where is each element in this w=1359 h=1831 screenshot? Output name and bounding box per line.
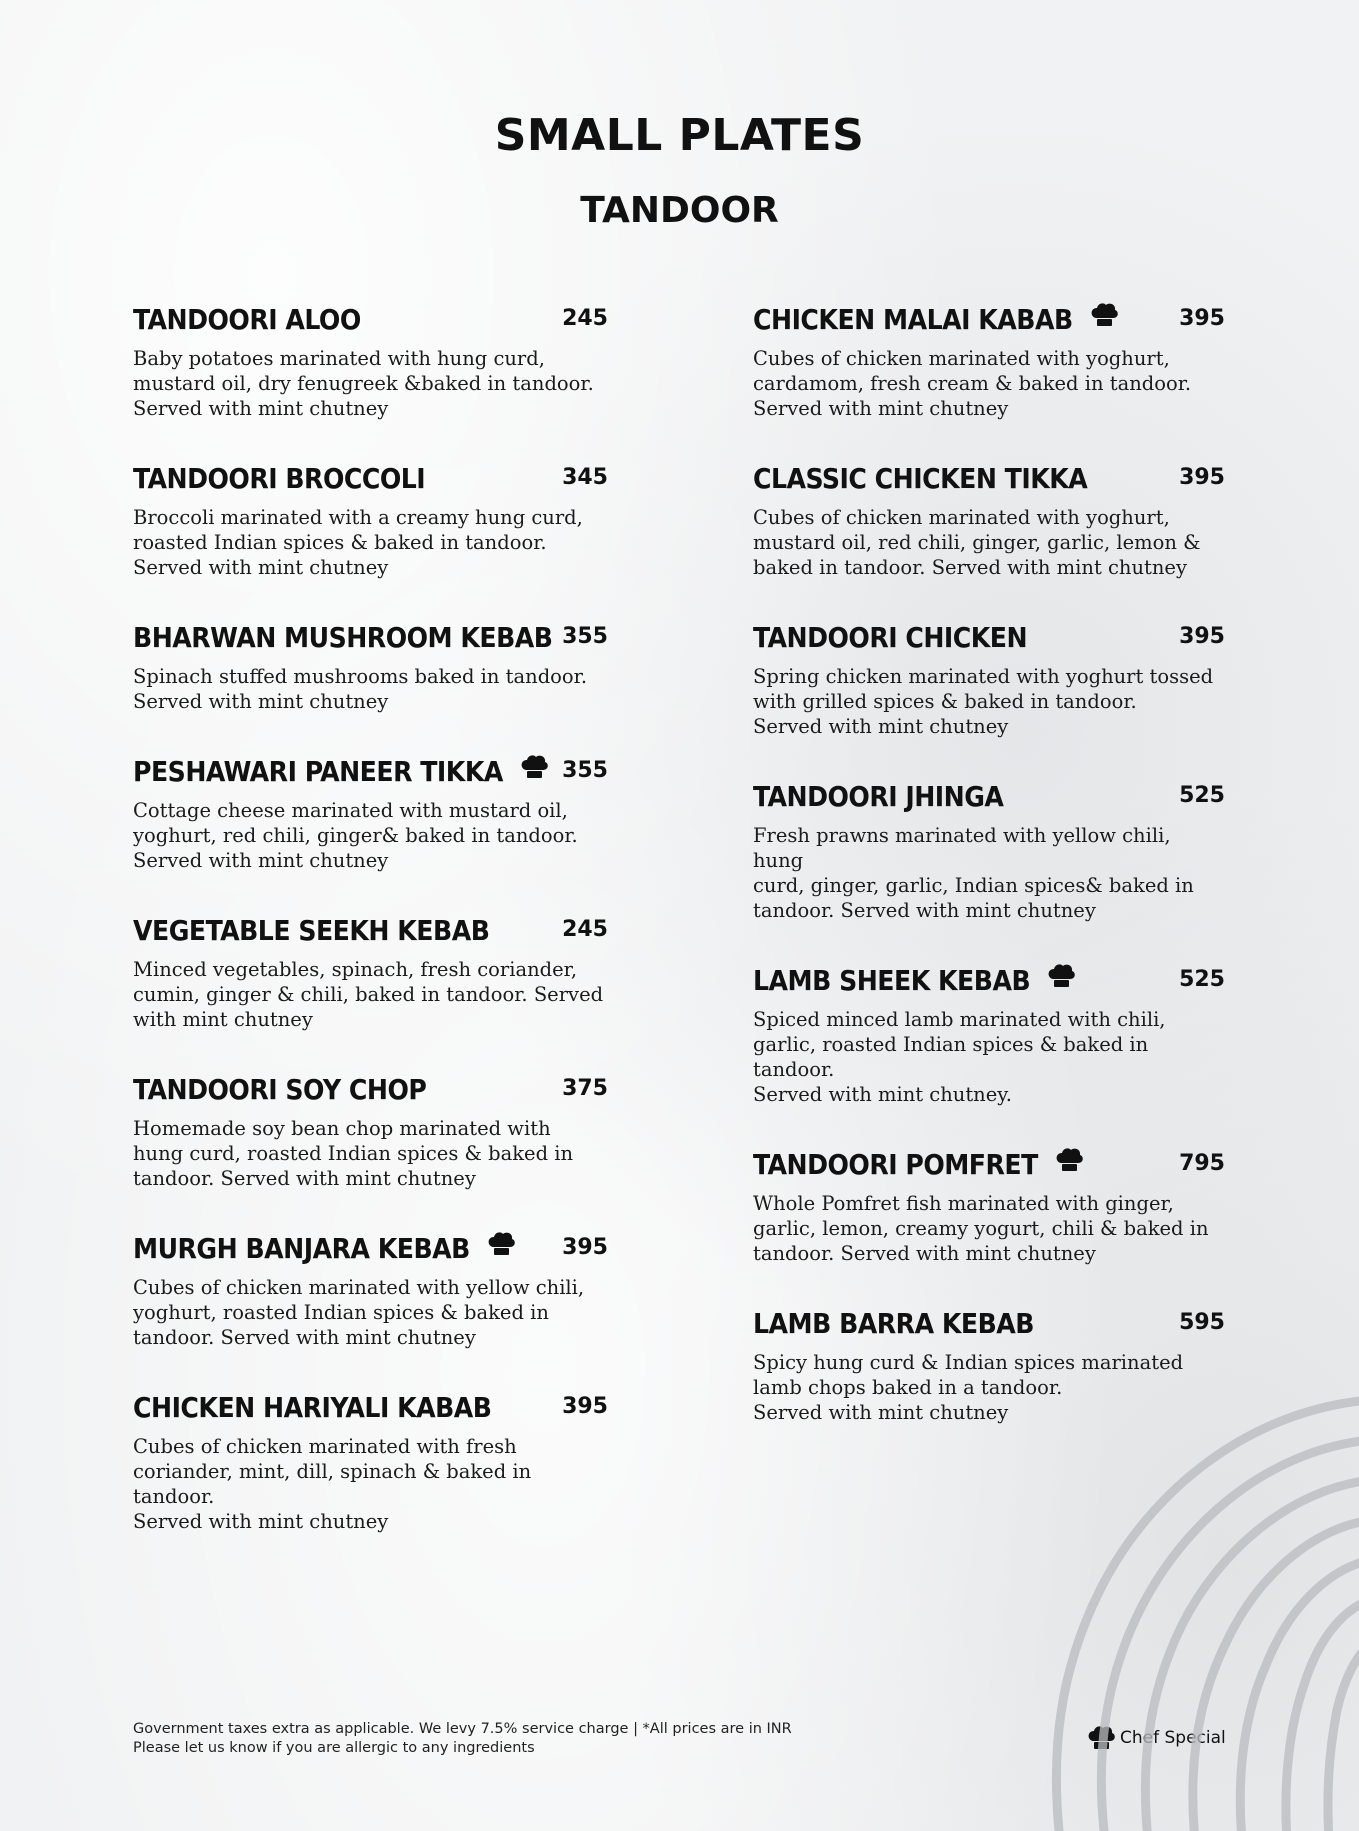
description-line: Spring chicken marinated with yoghurt tossed bbox=[753, 665, 1214, 688]
menu-item-tandoori-chicken bbox=[753, 618, 1225, 739]
description-line: Spiced minced lamb marinated with chili, bbox=[753, 1008, 1166, 1031]
description-line: curd, ginger, garlic, Indian spices& baked in bbox=[753, 874, 1194, 897]
menu-item-description bbox=[753, 1007, 1225, 1107]
menu-item-description bbox=[133, 798, 608, 873]
menu-item-header bbox=[753, 459, 1225, 497]
description-line: yoghurt, red chili, ginger& baked in tandoor. bbox=[133, 824, 578, 847]
description-line: garlic, roasted Indian spices & baked in tandoor. bbox=[753, 1033, 1149, 1081]
footer-note bbox=[133, 1720, 792, 1758]
menu-item-description bbox=[133, 1275, 608, 1350]
description-line: mustard oil, red chili, ginger, garlic, lemon & bbox=[753, 531, 1201, 554]
menu-item-header bbox=[753, 1304, 1225, 1342]
menu-item-price: 525 bbox=[1179, 783, 1225, 808]
menu-column-right bbox=[753, 300, 1225, 1463]
menu-item-name: LAMB SHEEK KEBAB bbox=[753, 963, 1031, 997]
menu-item-name: CHICKEN HARIYALI KABAB bbox=[133, 1390, 492, 1424]
description-line: Served with mint chutney bbox=[753, 715, 1009, 738]
menu-item-price: 395 bbox=[1179, 624, 1225, 649]
menu-item-price: 795 bbox=[1179, 1151, 1225, 1176]
menu-item-price: 395 bbox=[562, 1394, 608, 1419]
description-line: roasted Indian spices & baked in tandoor. bbox=[133, 531, 547, 554]
menu-item-name: TANDOORI CHICKEN bbox=[753, 620, 1028, 654]
menu-item-header bbox=[753, 1145, 1225, 1183]
description-line: Broccoli marinated with a creamy hung curd, bbox=[133, 506, 583, 529]
description-line: Minced vegetables, spinach, fresh coriander, bbox=[133, 958, 578, 981]
description-line: Fresh prawns marinated with yellow chili, hung bbox=[753, 824, 1171, 872]
legend-label: Chef Special bbox=[1120, 1728, 1226, 1748]
description-line: Served with mint chutney bbox=[133, 556, 389, 579]
menu-column-left bbox=[133, 300, 608, 1572]
menu-item-header bbox=[753, 777, 1225, 815]
description-line: Spicy hung curd & Indian spices marinated bbox=[753, 1351, 1184, 1374]
menu-item-price: 395 bbox=[1179, 306, 1225, 331]
menu-item-description bbox=[133, 664, 608, 714]
description-line: hung curd, roasted Indian spices & baked in bbox=[133, 1142, 574, 1165]
description-line: Served with mint chutney bbox=[133, 397, 389, 420]
menu-item-description bbox=[133, 1116, 608, 1191]
description-line: Baby potatoes marinated with hung curd, bbox=[133, 347, 545, 370]
menu-item-price: 395 bbox=[562, 1235, 608, 1260]
description-line: tandoor. Served with mint chutney bbox=[133, 1167, 476, 1190]
menu-item-price: 525 bbox=[1179, 967, 1225, 992]
menu-item-description bbox=[133, 505, 608, 580]
menu-item-name: TANDOORI POMFRET bbox=[753, 1147, 1038, 1181]
chef-hat-icon bbox=[519, 753, 549, 781]
menu-item-tandoori-broccoli bbox=[133, 459, 608, 580]
description-line: Served with mint chutney bbox=[133, 690, 389, 713]
description-line: Served with mint chutney bbox=[753, 1401, 1009, 1424]
description-line: baked in tandoor. Served with mint chutney bbox=[753, 556, 1187, 579]
menu-item-header bbox=[133, 1070, 608, 1108]
menu-item-price: 355 bbox=[562, 624, 608, 649]
menu-item-price: 595 bbox=[1179, 1310, 1225, 1335]
menu-item-description bbox=[753, 664, 1225, 739]
footer-allergy-note: Please let us know if you are allergic to any ingredients bbox=[133, 1740, 535, 1756]
description-line: tandoor. Served with mint chutney bbox=[133, 1326, 476, 1349]
menu-item-description bbox=[753, 346, 1225, 421]
description-line: Served with mint chutney bbox=[133, 1510, 389, 1533]
description-line: coriander, mint, dill, spinach & baked in tandoor. bbox=[133, 1460, 532, 1508]
menu-item-header bbox=[753, 618, 1225, 656]
page-title: SMALL PLATES bbox=[494, 110, 865, 161]
menu-item-tandoori-soy-chop bbox=[133, 1070, 608, 1191]
menu-item-price: 345 bbox=[562, 465, 608, 490]
description-line: lamb chops baked in a tandoor. bbox=[753, 1376, 1063, 1399]
menu-item-header bbox=[133, 618, 608, 656]
menu-item-name: CHICKEN MALAI KABAB bbox=[753, 302, 1073, 336]
menu-item-name: PESHAWARI PANEER TIKKA bbox=[133, 754, 503, 788]
chef-hat-icon bbox=[1046, 962, 1076, 990]
chef-hat-icon bbox=[1089, 301, 1119, 329]
decorative-swirl bbox=[990, 1360, 1359, 1831]
menu-item-header bbox=[133, 459, 608, 497]
menu-item-description bbox=[753, 505, 1225, 580]
description-line: garlic, lemon, creamy yogurt, chili & baked in bbox=[753, 1217, 1209, 1240]
menu-item-price: 395 bbox=[1179, 465, 1225, 490]
menu-item-lamb-sheek-kebab bbox=[753, 961, 1225, 1107]
description-line: Spinach stuffed mushrooms baked in tandoor. bbox=[133, 665, 588, 688]
menu-item-peshawari-paneer-tikka bbox=[133, 752, 608, 873]
description-line: Cubes of chicken marinated with yellow chili, bbox=[133, 1276, 585, 1299]
description-line: Cubes of chicken marinated with yoghurt, bbox=[753, 347, 1170, 370]
chef-hat-icon bbox=[1054, 1146, 1084, 1174]
description-line: mustard oil, dry fenugreek &baked in tandoor. bbox=[133, 372, 594, 395]
description-line: Whole Pomfret fish marinated with ginger, bbox=[753, 1192, 1174, 1215]
menu-item-header bbox=[133, 752, 608, 790]
menu-item-price: 245 bbox=[562, 917, 608, 942]
section-title: TANDOOR bbox=[580, 190, 779, 231]
menu-item-chicken-hariyali-kabab bbox=[133, 1388, 608, 1534]
description-line: tandoor. Served with mint chutney bbox=[753, 1242, 1096, 1265]
menu-item-description bbox=[753, 823, 1225, 923]
menu-item-murgh-banjara-kebab bbox=[133, 1229, 608, 1350]
description-line: Cubes of chicken marinated with yoghurt, bbox=[753, 506, 1170, 529]
description-line: yoghurt, roasted Indian spices & baked in bbox=[133, 1301, 549, 1324]
menu-item-tandoori-aloo bbox=[133, 300, 608, 421]
menu-item-header bbox=[753, 961, 1225, 999]
menu-item-tandoori-jhinga bbox=[753, 777, 1225, 923]
menu-item-name: CLASSIC CHICKEN TIKKA bbox=[753, 461, 1088, 495]
menu-item-price: 245 bbox=[562, 306, 608, 331]
menu-item-header bbox=[133, 1388, 608, 1426]
description-line: Served with mint chutney bbox=[753, 397, 1009, 420]
menu-item-header bbox=[133, 911, 608, 949]
description-line: tandoor. Served with mint chutney bbox=[753, 899, 1096, 922]
menu-item-chicken-malai-kabab bbox=[753, 300, 1225, 421]
menu-item-header bbox=[133, 300, 608, 338]
description-line: Served with mint chutney bbox=[133, 849, 389, 872]
description-line: cardamom, fresh cream & baked in tandoor. bbox=[753, 372, 1192, 395]
menu-item-description bbox=[133, 957, 608, 1032]
menu-item-description bbox=[753, 1191, 1225, 1266]
description-line: Served with mint chutney. bbox=[753, 1083, 1012, 1106]
menu-item-name: BHARWAN MUSHROOM KEBAB bbox=[133, 620, 553, 654]
menu-item-name: TANDOORI BROCCOLI bbox=[133, 461, 426, 495]
description-line: Homemade soy bean chop marinated with bbox=[133, 1117, 551, 1140]
menu-item-classic-chicken-tikka bbox=[753, 459, 1225, 580]
menu-item-description bbox=[133, 346, 608, 421]
menu-item-description bbox=[133, 1434, 608, 1534]
menu-item-price: 375 bbox=[562, 1076, 608, 1101]
footer-tax-note: Government taxes extra as applicable. We levy 7.5% service charge | *All prices are in INR bbox=[133, 1721, 792, 1737]
description-line: with mint chutney bbox=[133, 1008, 313, 1031]
menu-item-name: TANDOORI SOY CHOP bbox=[133, 1072, 427, 1106]
description-line: Cubes of chicken marinated with fresh bbox=[133, 1435, 517, 1458]
menu-item-name: VEGETABLE SEEKH KEBAB bbox=[133, 913, 490, 947]
menu-item-name: TANDOORI ALOO bbox=[133, 302, 361, 336]
menu-item-header bbox=[753, 300, 1225, 338]
description-line: Cottage cheese marinated with mustard oil, bbox=[133, 799, 568, 822]
menu-item-tandoori-pomfret bbox=[753, 1145, 1225, 1266]
description-line: cumin, ginger & chili, baked in tandoor. Served bbox=[133, 983, 604, 1006]
chef-hat-icon bbox=[486, 1230, 516, 1258]
menu-item-vegetable-seekh-kebab bbox=[133, 911, 608, 1032]
menu-item-header bbox=[133, 1229, 608, 1267]
menu-item-name: TANDOORI JHINGA bbox=[753, 779, 1004, 813]
menu-item-bharwan-mushroom-kebab bbox=[133, 618, 608, 714]
menu-item-price: 355 bbox=[562, 758, 608, 783]
menu-item-name: MURGH BANJARA KEBAB bbox=[133, 1231, 470, 1265]
description-line: with grilled spices & baked in tandoor. bbox=[753, 690, 1137, 713]
menu-item-name: LAMB BARRA KEBAB bbox=[753, 1306, 1034, 1340]
